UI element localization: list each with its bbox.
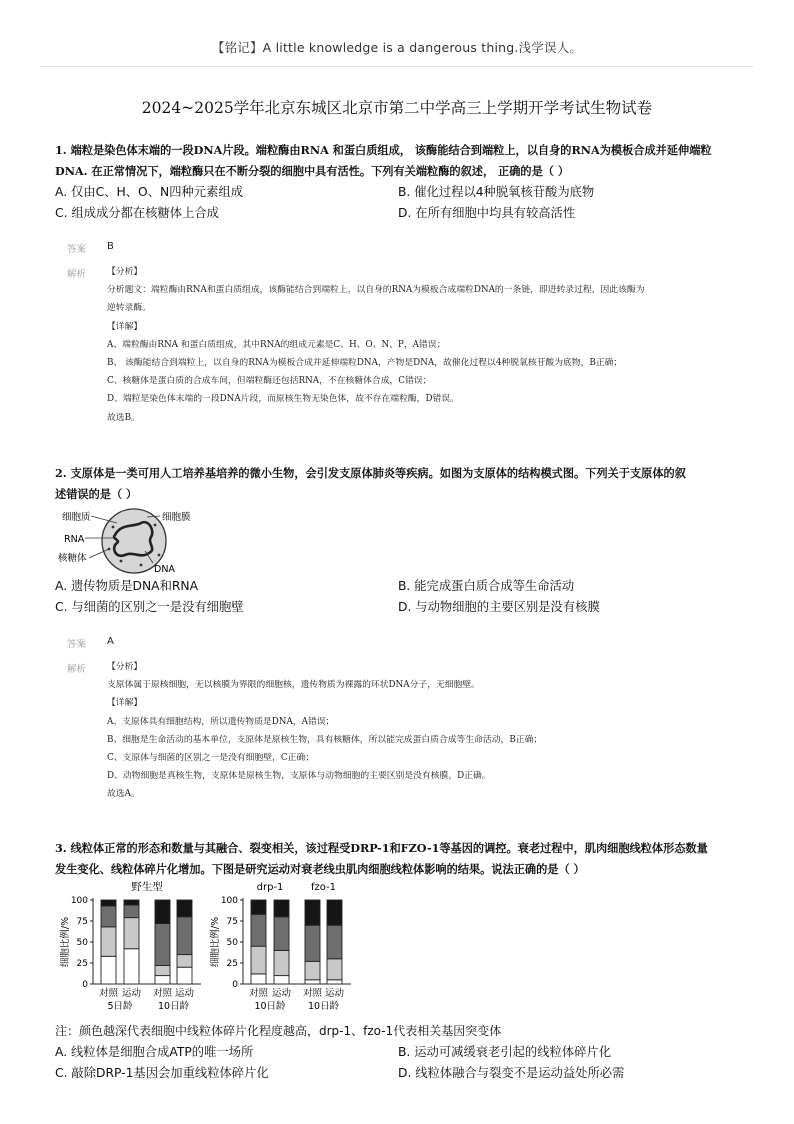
category-label: 对照	[98, 988, 119, 999]
question-1-stem-line-1: 1. 端粒是染色体末端的一段DNA片段。端粒酶由RNA 和蛋白质组成， 该酶能结合到端粒上，以自身的RNA为模板合成并延伸端粒	[55, 143, 712, 157]
y-axis-label: 细胞比例/%	[210, 916, 221, 968]
bar-segment	[155, 966, 170, 976]
chart-title: fzo-1	[310, 882, 337, 893]
bar-segment	[155, 976, 170, 984]
label-cell-membrane: 细胞膜	[162, 512, 191, 523]
question-3-option-b[interactable]: B. 运动可减缓衰老引起的线粒体碎片化	[398, 1045, 612, 1059]
question-1-option-d[interactable]: D. 在所有细胞中均具有较高活性	[398, 206, 576, 220]
header-divider	[40, 66, 754, 67]
question-2-option-b[interactable]: B. 能完成蛋白质合成等生命活动	[398, 579, 575, 593]
bar-segment	[274, 950, 289, 975]
question-2-answer: A	[107, 636, 114, 647]
bar-segment	[155, 900, 170, 924]
label-dna: DNA	[154, 564, 175, 575]
category-label: 对照	[152, 988, 173, 999]
question-3-stem	[55, 838, 745, 880]
question-3-option-d[interactable]: D. 线粒体融合与裂变不是运动益处所必需	[398, 1066, 625, 1080]
bar-segment	[101, 956, 116, 984]
question-1-stem-line-2: DNA. 在正常情况下，端粒酶只在不断分裂的细胞中具有活性。下列有关端粒酶的叙述， 正确的是（ ）	[55, 164, 570, 178]
bar-segment	[274, 917, 289, 951]
category-label: 运动	[324, 988, 345, 999]
question-2-analysis	[107, 658, 737, 804]
analysis-line: 支原体属于原核细胞，无以核膜为界限的细胞核，遗传物质为裸露的环状DNA分子，无细胞壁。	[107, 680, 480, 691]
y-tick-label: 0	[82, 980, 88, 990]
bar-segment	[327, 900, 342, 925]
bar-segment	[177, 955, 192, 968]
ribosome-dot	[158, 554, 161, 557]
bar-segment	[124, 905, 139, 918]
bar-segment	[155, 924, 170, 966]
bar-segment	[305, 961, 320, 979]
analysis-line: 故选B。	[107, 412, 140, 423]
bar-segment	[101, 900, 116, 906]
chart-wild-type	[55, 878, 215, 1018]
analysis-line: C、核糖体是蛋白质的合成车间，但端粒酶还包括RNA，不在核糖体合成，C错误；	[107, 376, 432, 387]
y-tick-label: 75	[76, 917, 88, 927]
question-2-option-c[interactable]: C. 与细菌的区别之一是没有细胞壁	[55, 600, 244, 614]
bar-segment	[101, 906, 116, 927]
question-2-stem-line-1: 2. 支原体是一类可用人工培养基培养的微小生物，会引发支原体肺炎等疾病。如图为支原体的结构模式图。下列关于支原体的叙	[55, 466, 686, 480]
page-title: 2024~2025学年北京东城区北京市第二中学高三上学期开学考试生物试卷	[141, 99, 653, 117]
chart-title: 野生型	[131, 881, 163, 893]
analysis-line: 【详解】	[107, 698, 143, 709]
analysis-line: B、 该酶能结合到端粒上，以自身的RNA为模板合成并延伸端粒DNA，产物是DNA，故催化过程以4种脱氧核苷酸为底物，B正确；	[107, 358, 623, 369]
label-cytoplasm: 细胞质	[62, 512, 91, 523]
analysis-line: 【详解】	[107, 321, 143, 332]
figure-note: 注：颜色越深代表细胞中线粒体碎片化程度越高，drp-1、fzo-1代表相关基因突变体	[55, 1024, 502, 1038]
ribosome-dot	[140, 564, 143, 567]
bar-segment	[177, 917, 192, 955]
bar-segment	[251, 974, 266, 984]
analysis-line: D、端粒是染色体末端的一段DNA片段，而原核生物无染色体，故不存在端粒酶，D错误。	[107, 394, 459, 405]
chart-title: drp-1	[256, 882, 284, 893]
question-1-option-c[interactable]: C. 组成成分都在核糖体上合成	[55, 206, 219, 220]
analysis-label: 解析	[67, 664, 87, 675]
question-3-option-c[interactable]: C. 敲除DRP-1基因会加重线粒体碎片化	[55, 1066, 269, 1080]
bar-segment	[305, 900, 320, 925]
question-2-stem-line-2: 述错误的是（ ）	[55, 487, 138, 501]
bar-segment	[274, 900, 289, 917]
analysis-line: D、动物细胞是真核生物，支原体是原核生物，支原体与动物细胞的主要区别是没有核膜，D正确。	[107, 771, 491, 782]
analysis-line: A、支原体具有细胞结构，所以遗传物质是DNA，A错误；	[107, 716, 335, 727]
y-tick-label: 50	[226, 938, 238, 948]
chart-mutants	[205, 878, 365, 1018]
question-1-analysis	[107, 263, 737, 427]
group-label: 10日龄	[254, 1001, 286, 1012]
question-3-stem-line-2: 发生变化、线粒体碎片化增加。下图是研究运动对衰老线虫肌肉细胞线粒体影响的结果。说法正确的是（ ）	[55, 862, 585, 876]
analysis-label: 解析	[67, 269, 87, 280]
category-label: 对照	[248, 988, 269, 999]
label-ribosome: 核糖体	[58, 553, 87, 564]
bar-segment	[124, 918, 139, 949]
bar-segment	[305, 925, 320, 961]
y-axis-label: 细胞比例/%	[60, 916, 71, 968]
y-tick-label: 100	[220, 896, 238, 906]
analysis-line: B、细胞是生命活动的基本单位，支原体是原核生物，具有核糖体，所以能完成蛋白质合成等生命活动，B正确；	[107, 734, 543, 745]
category-label: 运动	[271, 988, 292, 999]
bar-segment	[274, 976, 289, 984]
y-tick-label: 75	[226, 917, 238, 927]
category-label: 运动	[174, 988, 195, 999]
bar-segment	[327, 925, 342, 959]
analysis-line: 分析题文：端粒酶由RNA和蛋白质组成，该酶能结合到端粒上，以自身的RNA为模板合成端粒DNA的一条链，即进转录过程，因此该酶为	[107, 285, 645, 296]
analysis-line: 【分析】	[107, 662, 143, 672]
y-tick-label: 50	[76, 938, 88, 948]
bar-segment	[177, 967, 192, 984]
ribosome-dot	[112, 526, 115, 529]
question-1-option-a[interactable]: A. 仅由C、H、O、N四种元素组成	[55, 185, 243, 199]
analysis-line: 【分析】	[107, 267, 143, 277]
ribosome-dot	[120, 560, 123, 563]
bar-segment	[251, 946, 266, 974]
analysis-line: 故选A。	[107, 789, 140, 800]
analysis-line: A、端粒酶由RNA 和蛋白质组成，其中RNA的组成元素是C、H、O、N、P，A错误；	[107, 339, 446, 350]
bar-segment	[327, 980, 342, 984]
ribosome-dot	[154, 524, 157, 527]
category-label: 运动	[121, 988, 142, 999]
group-label: 5日龄	[107, 1001, 133, 1012]
y-tick-label: 0	[232, 980, 238, 990]
category-label: 对照	[302, 988, 323, 999]
question-3-stem-line-1: 3. 线粒体正常的形态和数量与其融合、裂变相关，该过程受DRP-1和FZO-1等基因的调控。衰老过程中，肌肉细胞线粒体形态数量	[55, 841, 708, 855]
bar-segment	[101, 927, 116, 956]
bar-segment	[327, 959, 342, 980]
analysis-line: C、支原体与细菌的区别之一是没有细胞壁，C正确；	[107, 753, 314, 764]
question-2-option-d[interactable]: D. 与动物细胞的主要区别是没有核膜	[398, 600, 600, 614]
bar-segment	[124, 900, 139, 905]
answer-label: 答案	[67, 639, 87, 650]
answer-label: 答案	[67, 244, 87, 255]
question-1-answer: B	[107, 241, 114, 252]
bar-segment	[177, 900, 192, 917]
bar-segment	[305, 980, 320, 984]
bar-segment	[251, 914, 266, 946]
bar-segment	[251, 900, 266, 914]
question-2-stem	[55, 463, 745, 505]
question-1-stem	[55, 140, 745, 182]
y-tick-label: 100	[70, 896, 88, 906]
y-tick-label: 25	[76, 959, 88, 969]
question-1-option-b[interactable]: B. 催化过程以4种脱氧核苷酸为底物	[398, 185, 595, 199]
question-2-option-a[interactable]: A. 遗传物质是DNA和RNA	[55, 579, 199, 593]
analysis-line: 逆转录酶。	[107, 303, 151, 314]
bar-segment	[124, 949, 139, 984]
header-motto: 【铭记】A little knowledge is a dangerous thing.浅学误人。	[211, 40, 583, 55]
group-label: 10日龄	[157, 1001, 190, 1012]
y-tick-label: 25	[226, 959, 238, 969]
group-label: 10日龄	[307, 1001, 340, 1012]
mycoplasma-diagram	[55, 505, 215, 577]
question-3-option-a[interactable]: A. 线粒体是细胞合成ATP的唯一场所	[55, 1045, 254, 1059]
label-rna: RNA	[64, 534, 85, 545]
